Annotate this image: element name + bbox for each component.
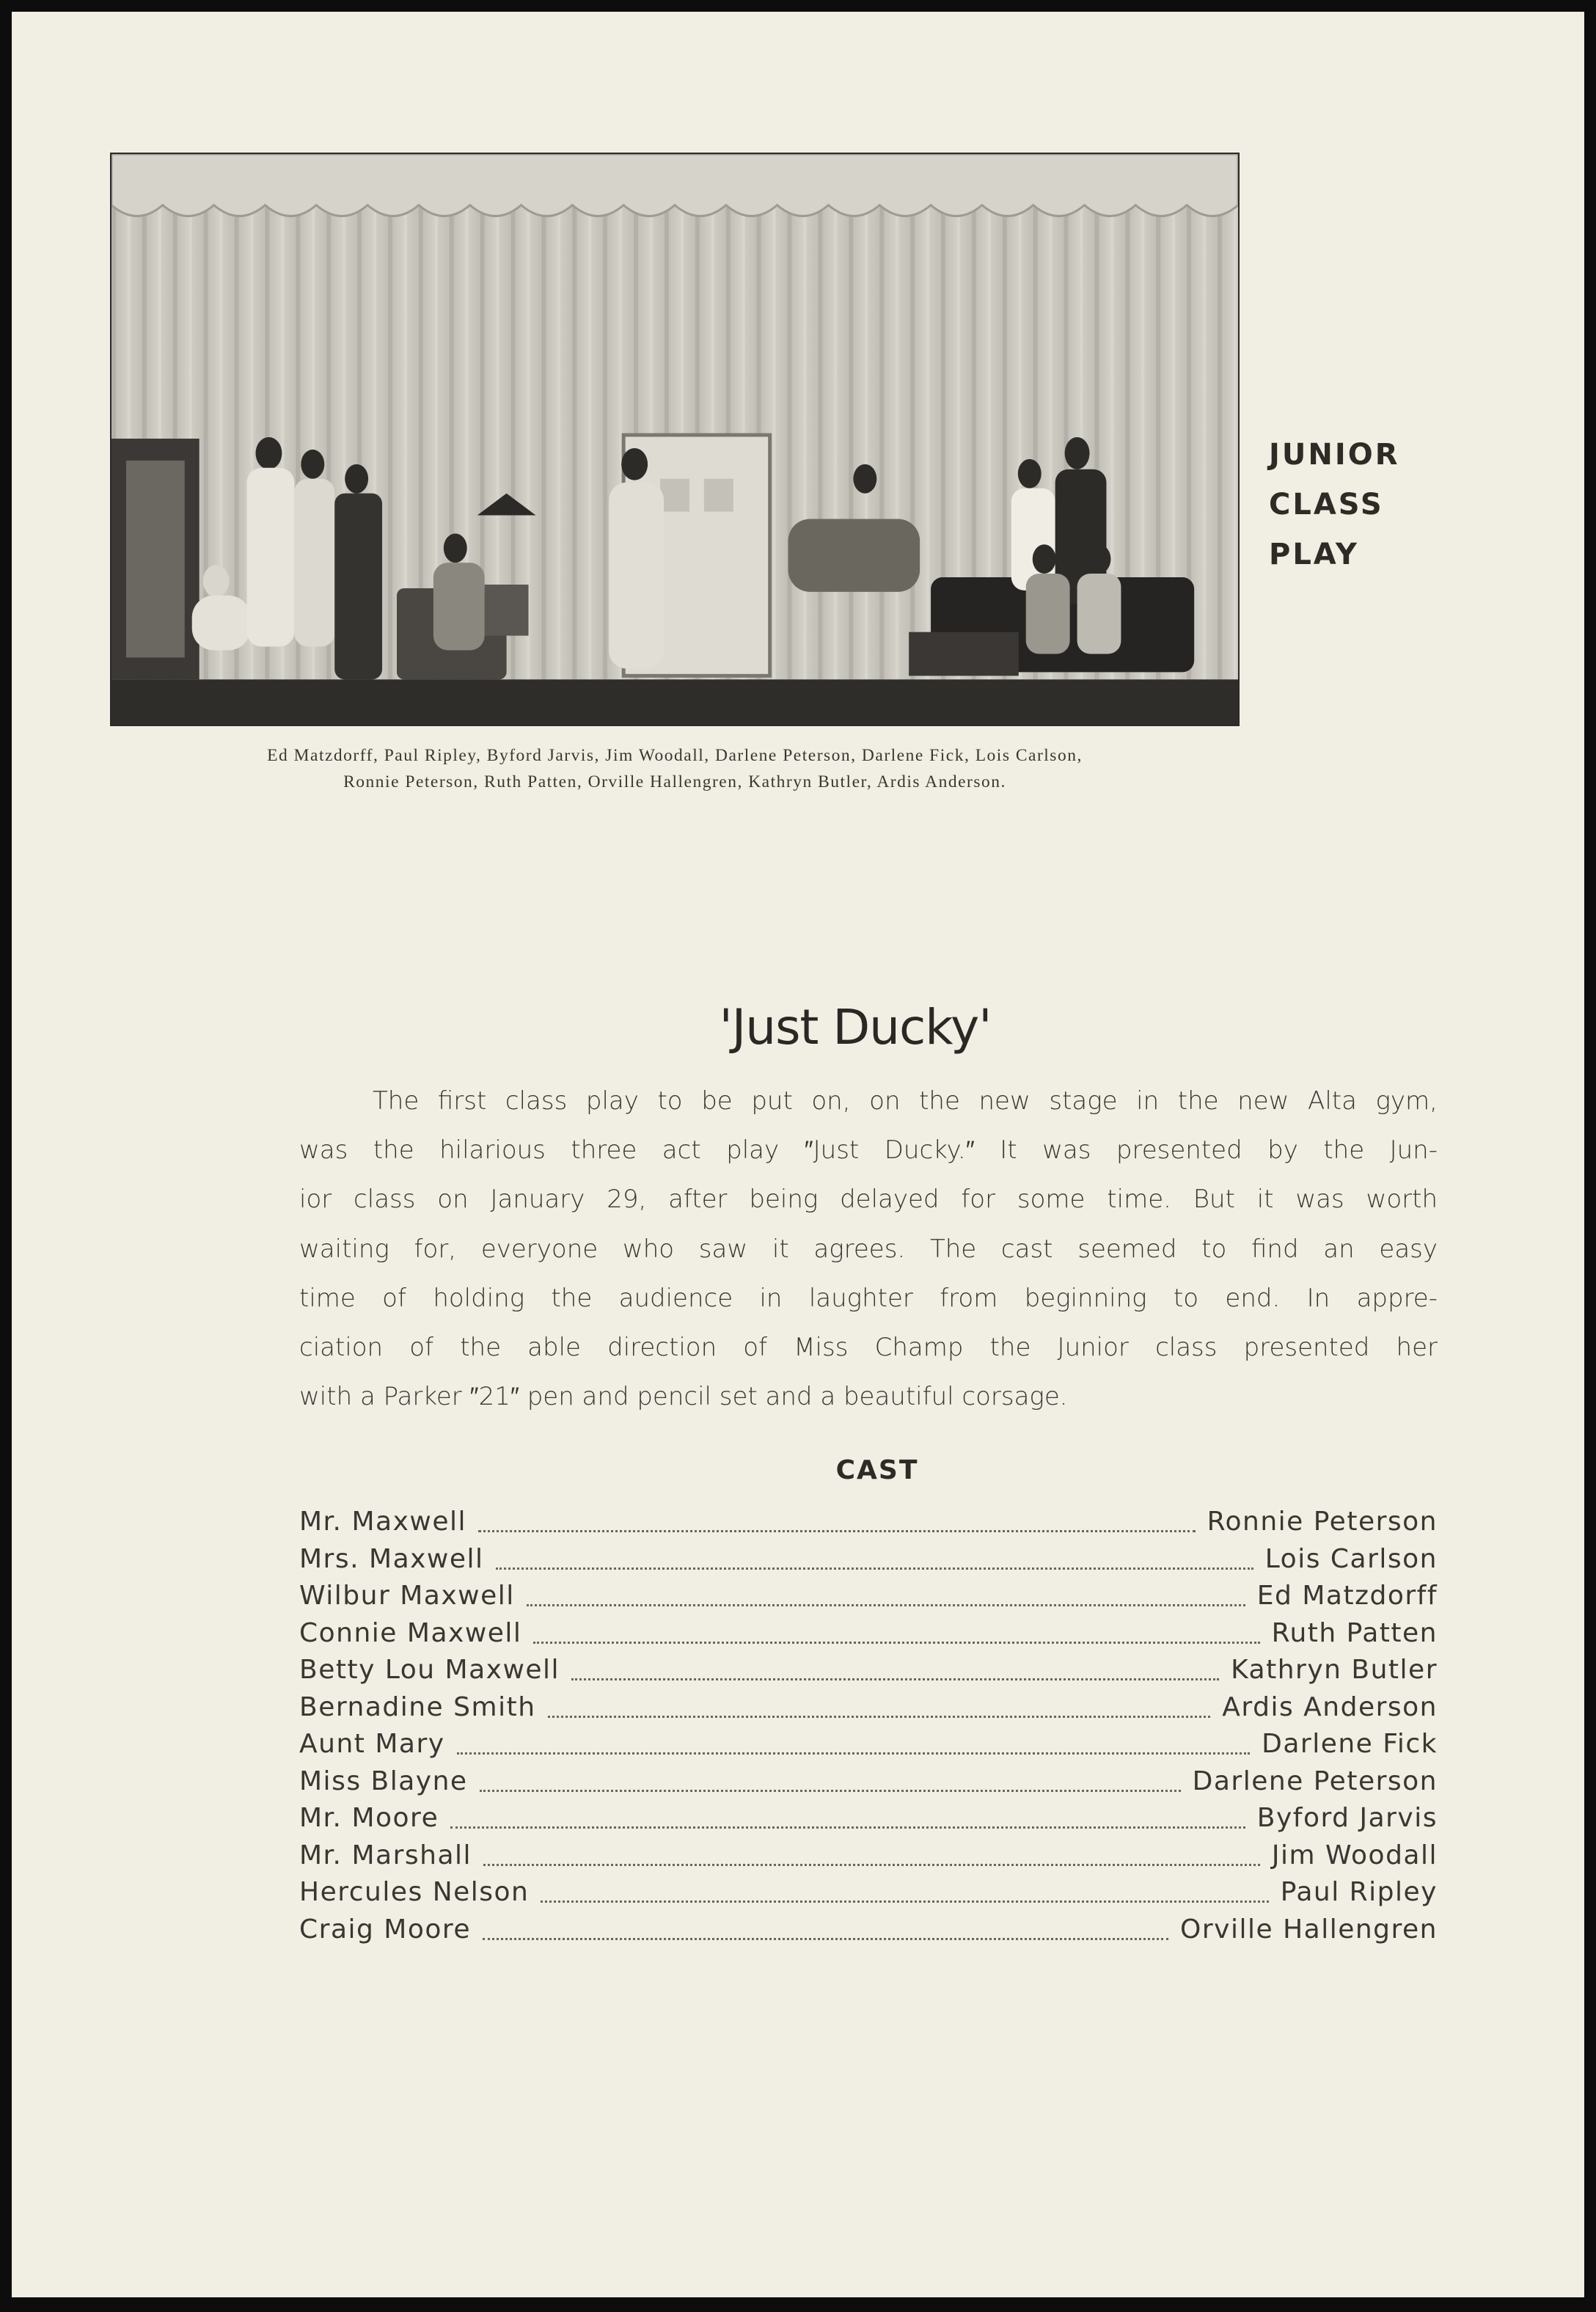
cast-actor: Ed Matzdorff (1256, 1581, 1438, 1611)
photo-caption-line-2: Ronnie Peterson, Ruth Patten, Orville Hallengren, Kathryn Butler, Ardis Anderson. (343, 772, 1006, 791)
cast-entry (299, 1689, 1438, 1727)
cast-entry (299, 1800, 1438, 1837)
cast-role: Hercules Nelson (299, 1877, 530, 1907)
cast-role: Bernadine Smith (299, 1691, 536, 1722)
cast-entry (299, 1726, 1438, 1763)
cast-entry (299, 1912, 1438, 1949)
cast-role: Aunt Mary (299, 1729, 445, 1759)
cast-actor: Paul Ripley (1280, 1877, 1438, 1907)
dot-leader (480, 1789, 1181, 1792)
cast-role: Wilbur Maxwell (299, 1581, 515, 1611)
dot-leader (571, 1678, 1219, 1680)
dot-leader (533, 1641, 1259, 1644)
cast-entry (299, 1578, 1438, 1615)
cast-role: Mr. Maxwell (299, 1507, 466, 1537)
cast-actor: Ronnie Peterson (1207, 1507, 1438, 1537)
cast-entry (299, 1504, 1438, 1541)
cast-role: Miss Blayne (299, 1766, 468, 1796)
cast-role: Mr. Marshall (299, 1840, 472, 1870)
dot-leader (496, 1567, 1253, 1570)
dot-leader (457, 1752, 1251, 1755)
cast-entry (299, 1763, 1438, 1801)
cast-entry (299, 1615, 1438, 1653)
section-title (1269, 430, 1430, 579)
article-line: was the hilarious three act play ″Just Ducky.″ It was presented by the Jun- (299, 1135, 1438, 1166)
cast-role: Mr. Moore (299, 1803, 439, 1833)
cast-actor: Ruth Patten (1271, 1617, 1438, 1648)
cast-entry (299, 1652, 1438, 1689)
dot-leader (450, 1826, 1245, 1829)
section-title-line-2: CLASS (1269, 488, 1384, 522)
cast-actor: Orville Hallengren (1180, 1914, 1438, 1945)
cast-entry (299, 1541, 1438, 1578)
cast-role: Betty Lou Maxwell (299, 1655, 560, 1685)
stage-photo-illustration (111, 154, 1238, 725)
section-title-line-3: PLAY (1269, 538, 1359, 571)
cast-actor: Ardis Anderson (1222, 1691, 1438, 1722)
article-line: The first class play to be put on, on the new stage in the new Alta gym, (373, 1086, 1438, 1116)
article-line: time of holding the audience in laughter from beginning to end. In appre- (299, 1283, 1438, 1313)
section-title-line-1: JUNIOR (1269, 438, 1400, 472)
article-body (299, 1077, 1438, 1422)
cast-heading: CAST (835, 1455, 919, 1485)
cast-entry (299, 1874, 1438, 1912)
dot-leader (478, 1529, 1196, 1532)
dot-leader (483, 1863, 1260, 1866)
dot-leader (483, 1937, 1168, 1940)
cast-actor: Kathryn Butler (1231, 1655, 1438, 1685)
cast-role: Mrs. Maxwell (299, 1543, 484, 1574)
dot-leader (541, 1900, 1268, 1903)
cast-list (299, 1504, 1438, 1948)
dot-leader (527, 1603, 1245, 1606)
stage-photo (110, 153, 1240, 726)
cast-actor: Darlene Peterson (1192, 1766, 1438, 1796)
cast-role: Craig Moore (299, 1914, 472, 1945)
cast-role: Connie Maxwell (299, 1617, 522, 1648)
article-line: ciation of the able direction of Miss Champ the Junior class presented her (299, 1333, 1438, 1363)
cast-actor: Darlene Fick (1262, 1729, 1438, 1759)
article-line: waiting for, everyone who saw it agrees. The cast seemed to find an easy (299, 1234, 1438, 1264)
yearbook-page (12, 12, 1584, 2297)
cast-actor: Lois Carlson (1264, 1543, 1438, 1574)
cast-entry (299, 1837, 1438, 1875)
dot-leader (548, 1715, 1211, 1718)
photo-caption (110, 742, 1240, 795)
cast-actor: Byford Jarvis (1256, 1803, 1438, 1833)
photo-caption-line-1: Ed Matzdorff, Paul Ripley, Byford Jarvis, Jim Woodall, Darlene Peterson, Darlene Fick, Lois Carlson, (267, 746, 1083, 765)
cast-actor: Jim Woodall (1271, 1840, 1438, 1870)
article-line: with a Parker ″21″ pen and pencil set and a beautiful corsage. (299, 1382, 1068, 1412)
play-title: 'Just Ducky' (719, 999, 992, 1056)
article-line: ior class on January 29, after being delayed for some time. But it was worth (299, 1185, 1438, 1215)
